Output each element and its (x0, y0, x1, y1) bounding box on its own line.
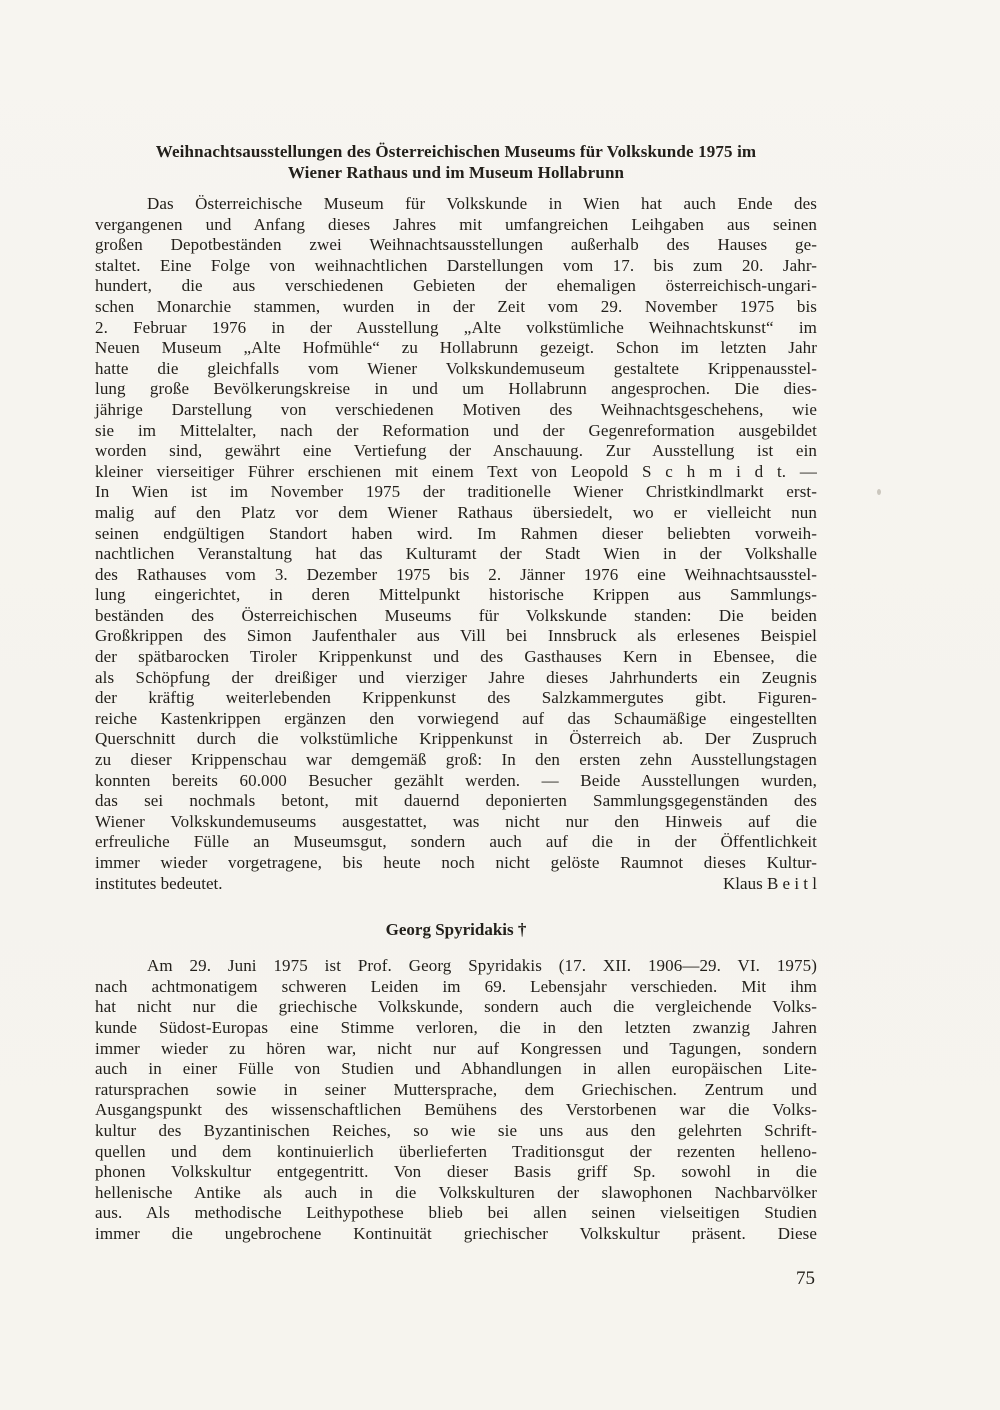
text-line: Das Österreichische Museum für Volkskunde in Wien hat auch Ende des (147, 194, 817, 213)
text-line: hatte die gleichfalls vom Wiener Volkskundemuseum gestaltete Krippenausstel- (95, 358, 817, 378)
article1-closing-text: institutes bedeutet. (95, 873, 223, 893)
text-line: aus. Als methodische Leithypothese blieb bei allen seinen vielseitigen Studien (95, 1203, 817, 1223)
text-line: großen Depotbeständen zwei Weihnachtsausstellungen außerhalb des Hauses ge- (95, 235, 817, 255)
text-line: hellenische Antike als auch in die Volkskulturen der slawophonen Nachbarvölker (95, 1182, 817, 1202)
text-line: sie im Mittelalter, nach der Reformation und der Gegenreformation ausgebildet (95, 420, 817, 440)
article1-title (95, 141, 817, 183)
text-line: In Wien ist im November 1975 der traditionelle Wiener Christkindlmarkt erst- (95, 482, 817, 502)
text-line: vergangenen und Anfang dieses Jahres mit umfangreichen Leihgaben aus seinen (95, 214, 817, 234)
text-line: konnten bereits 60.000 Besucher gezählt werden. — Beide Ausstellungen wurden, (95, 770, 817, 790)
text-line: lung eingerichtet, in deren Mittelpunkt historische Krippen aus Sammlungs- (95, 585, 817, 605)
text-line: Wiener Rathaus und im Museum Hollabrunn (287, 163, 625, 182)
text-line: Großkrippen des Simon Jaufenthaler aus Vill bei Innsbruck als erlesenes Beispiel (95, 626, 817, 646)
text-line: hundert, die aus verschiedenen Gebieten der ehemaligen österreichisch-ungari- (95, 276, 817, 296)
text-line: immer wieder vorgetragene, bis heute noch nicht gelöste Raumnot dieses Kultur- (95, 853, 817, 872)
text-line: kunde Südost-Europas eine Stimme verloren, die in den letzten zwanzig Jahren (95, 1017, 817, 1037)
text-line: Querschnitt durch die volkstümliche Krippenkunst in Österreich ab. Der Zuspruch (95, 729, 817, 749)
article1-body (95, 194, 817, 874)
text-line: seinen endgültigen Standort haben wird. Im Rahmen dieser beliebten vorweih- (95, 523, 817, 543)
text-line: 2. Februar 1976 in der Ausstellung „Alte volkstümliche Weihnachtskunst“ im (95, 317, 817, 337)
text-line: Wiener Volkskundemuseums ausgestattet, was nicht nur den Hinweis auf die (95, 811, 817, 831)
text-line: kleiner vierseitiger Führer erschienen mit einem Text von Leopold S c h m i d t. — (95, 461, 817, 481)
text-line: reiche Kastenkrippen ergänzen den vorwiegend auf das Schaumäßige eingestellten (95, 708, 817, 728)
text-line: immer die ungebrochene Kontinuität griechischer Volkskultur präsent. Diese (95, 1223, 817, 1243)
page-number: 75 (796, 1267, 815, 1289)
article1-signature: Klaus B e i t l (723, 873, 817, 893)
text-line: malig auf den Platz vor dem Wiener Rathaus übersiedelt, wo er vielleicht nun (95, 502, 817, 522)
text-line: beständen des Österreichischen Museums für Volkskunde standen: Die beiden (95, 605, 817, 625)
article1-closing-row (95, 874, 817, 895)
text-line: staltet. Eine Folge von weihnachtlichen Darstellungen vom 17. bis zum 20. Jahr- (95, 255, 817, 275)
text-line: des Rathauses vom 3. Dezember 1975 bis 2. Jänner 1976 eine Weihnachtsausstel- (95, 564, 817, 584)
text-line: hat nicht nur die griechische Volkskunde, sondern auch die vergleichende Volks- (95, 997, 817, 1017)
article2-title: Georg Spyridakis † (385, 920, 527, 940)
text-line: worden sind, gewährt eine Vertiefung der Anschauung. Zur Ausstellung ist ein (95, 441, 817, 461)
text-column (95, 141, 817, 1290)
text-line: schen Monarchie stammen, wurden in der Zeit vom 29. November 1975 bis (95, 296, 817, 316)
text-line: Ausgangspunkt des wissenschaftlichen Bemühens des Verstorbenen war die Volks- (95, 1100, 817, 1120)
text-line: nachtlichen Veranstaltung hat das Kulturamt der Stadt Wien in der Volkshalle (95, 544, 817, 564)
text-line: der spätbarocken Tiroler Krippenkunst und des Gasthauses Kern in Ebensee, die (95, 647, 817, 667)
text-line: auch in einer Fülle von Studien und Abhandlungen in allen europäischen Lite- (95, 1059, 817, 1079)
text-line: der kräftig weiterlebenden Krippenkunst des Salzkammergutes gibt. Figuren- (95, 688, 817, 708)
text-line: ratursprachen sowie in seiner Muttersprache, dem Griechischen. Zentrum und (95, 1079, 817, 1099)
scan-artifact (877, 489, 881, 495)
text-line: kultur des Byzantinischen Reiches, so wie sie uns aus den gelehrten Schrift- (95, 1120, 817, 1140)
text-line: phonen Volkskultur entgegentritt. Von dieser Basis griff Sp. sowohl in die (95, 1162, 817, 1182)
text-line: zu dieser Krippenschau war demgemäß groß: In den ersten zehn Ausstellungstagen (95, 750, 817, 770)
text-line: jährige Darstellung von verschiedenen Motiven des Weihnachtsgeschehens, wie (95, 399, 817, 419)
text-line: quellen und dem kontinuierlich überlieferten Traditionsgut der rezenten helleno- (95, 1141, 817, 1161)
text-line: als Schöpfung der dreißiger und vierziger Jahre dieses Jahrhunderts ein Zeugnis (95, 667, 817, 687)
text-line: lung große Bevölkerungskreise in und um Hollabrunn angesprochen. Die dies- (95, 379, 817, 399)
article2-body (95, 956, 817, 1244)
text-line: Neuen Museum „Alte Hofmühle“ zu Hollabrunn gezeigt. Schon im letzten Jahr (95, 338, 817, 358)
text-line: erfreuliche Fülle an Museumsgut, sondern auch auf die in der Öffentlichkeit (95, 832, 817, 852)
text-line: nach achtmonatigem schweren Leiden im 69. Lebensjahr verschieden. Mit ihm (95, 976, 817, 996)
text-line: Am 29. Juni 1975 ist Prof. Georg Spyridakis (17. XII. 1906—29. VI. 1975) (147, 956, 817, 976)
text-line: immer wieder zu hören war, nicht nur auf Kongressen und Tagungen, sondern (95, 1038, 817, 1058)
text-line: das sei nochmals betont, mit dauernd deponierten Sammlungsgegenständen des (95, 791, 817, 811)
text-line: Weihnachtsausstellungen des Österreichischen Museums für Volkskunde 1975 im (155, 142, 757, 161)
